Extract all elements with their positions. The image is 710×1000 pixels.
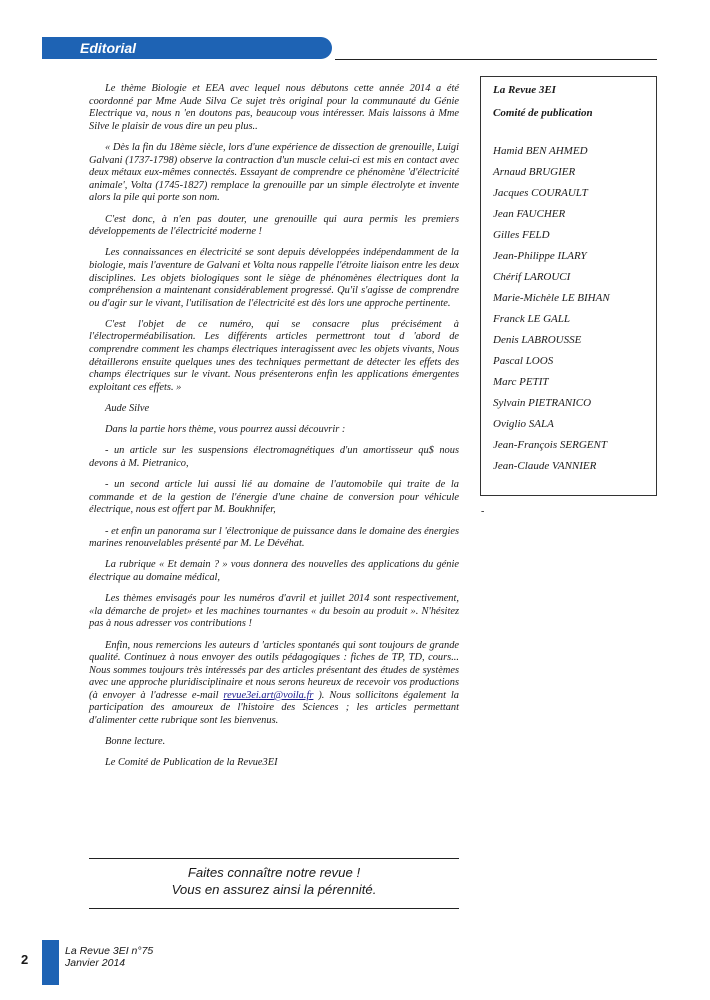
committee-box	[480, 76, 657, 496]
section-title: Editorial	[80, 40, 137, 56]
committee-member: Sylvain PIETRANICO	[493, 397, 592, 409]
paragraph: « Dès la fin du 18ème siècle, lors d'une expérience de dissection de grenouille, Luigi Galvani (1737-1798) observe la contraction d'un muscle celui-ci est mis en contact avec deux métaux eux-mêmes connectés. Essayant de comprendre ce phénomène 'd'électricité animale', Volta (1745-1827) remplace la grenouille par un simple électrolyte et invente alors la pile qui porte son nom.	[89, 141, 459, 204]
committee-member: Jacques COURAULT	[493, 187, 588, 199]
stray-mark: -	[481, 506, 485, 517]
committee-title: La Revue 3EI	[493, 84, 556, 96]
committee-member: Arnaud BRUGIER	[493, 166, 576, 178]
committee-member: Franck LE GALL	[493, 313, 570, 325]
committee-member: Hamid BEN AHMED	[493, 145, 588, 157]
issue-date: Janvier 2014	[65, 957, 126, 969]
journal-issue: La Revue 3EI n°75	[65, 945, 154, 957]
paragraph: C'est l'objet de ce numéro, qui se consacre plus précisément à l'électroperméabilisation. Les différents articles permettront tout d 'abord de comprendre comment les champs électriques interagissent avec les objets vivants, Nous détaillerons ensuite quelques unes des techniques permettant de détecter les effets des champs électriques sur le vivant. Nous présenterons enfin les applications émergentes exploitant ces effets. »	[89, 318, 459, 393]
promo-rule-bottom	[89, 908, 459, 909]
promo-banner	[89, 864, 459, 898]
committee-subtitle: Comité de publication	[493, 107, 593, 119]
footer-accent-bar	[42, 940, 59, 985]
promo-line-1: Faites connaître notre revue !	[187, 865, 361, 880]
email-link[interactable]: revue3ei.art@voila.fr	[223, 689, 314, 701]
paragraph: La rubrique « Et demain ? » vous donnera des nouvelles des applications du génie électrique au domaine médical,	[89, 559, 459, 583]
committee-member: Oviglio SALA	[493, 418, 554, 430]
editorial-body	[89, 83, 459, 779]
closing-text: Enfin, nous remercions les auteurs d 'articles spontanés qui sont toujours de grande qualité. Continuez à nous envoyer des outils pédagogiques : fiches de TP, TD, cours... Nous sommes toujours très intéressés par des articles présentant des études de systèmes avec une approche pluridisciplinaire et nous serons heureux de recevoir vos productions (à envoyer à l'adresse e-mail	[89, 639, 459, 701]
promo-rule-top	[89, 858, 459, 859]
committee-member: Jean-Philippe ILARY	[493, 250, 587, 262]
paragraph: Les connaissances en électricité se sont depuis développées indépendamment de la biologie, mais l'aventure de Galvani et Volta nous rappelle l'étroite liaison entre les deux disciplines. Les objets biologiques sont le siège de phénomènes électriques dont la compréhension a maintenant considérablement progressé. Qu'il s'agisse de comprendre ou d'agir sur le vivant, l'utilisation de l'électricité est dès lors une approche pertinente.	[89, 247, 459, 309]
committee-member-list	[493, 144, 610, 480]
committee-member: Denis LABROUSSE	[493, 334, 582, 346]
committee-member: Marie-Michèle LE BIHAN	[493, 292, 610, 304]
sign-off: Bonne lecture.	[105, 736, 166, 748]
list-item: - et enfin un panorama sur l 'électronique de puissance dans le domaine des énergies marines renouvelables présenté par M. Le Dévéhat.	[89, 525, 459, 550]
header-rule	[335, 59, 657, 60]
list-item: - un second article lui aussi lié au domaine de l'automobile qui traite de la commande et de la gestion de l'énergie d'une chaine de conversion pour véhicule électrique, nous est offert par M. Boukhnifer,	[89, 479, 459, 516]
closing-text-end: ). Nous sollicitons également la participation des amoureux de l'histoire des Sciences ; les articles permettant d'alimenter cette rubrique sont les bienvenus.	[89, 689, 459, 727]
footer-info	[65, 945, 153, 969]
paragraph: Le thème Biologie et EEA avec lequel nous débutons cette année 2014 a été coordonné par Mme Aude Silva Ce sujet très original pour la communauté du Génie Electrique va, nous n 'en doutons pas, beaucoup vous intéresser. Mais laissons à Mme Silve le plaisir de vous dire un peu plus..	[89, 83, 459, 132]
committee-member: Jean-Claude VANNIER	[493, 460, 597, 472]
committee-member: Gilles FELD	[493, 229, 550, 241]
author-name: Aude Silve	[105, 403, 150, 415]
paragraph: Les thèmes envisagés pour les numéros d'avril et juillet 2014 sont respectivement, «la démarche de projet» et les machines tournantes « du besoin au produit ». N'hésitez pas à nous adresser vos contributions !	[89, 593, 459, 630]
committee-member: Chérif LAROUCI	[493, 271, 571, 283]
list-item: - un article sur les suspensions électromagnétiques d'un amortisseur qu$ nous devons à M. Pietranico,	[89, 445, 459, 469]
committee-member: Pascal LOOS	[493, 355, 554, 367]
committee-member: Marc PETIT	[493, 376, 549, 388]
signature: Le Comité de Publication de la Revue3EI	[105, 757, 278, 769]
promo-line-2: Vous en assurez ainsi la pérennité.	[171, 882, 377, 897]
closing-paragraph	[89, 640, 459, 728]
committee-member: Jean-François SERGENT	[493, 439, 607, 451]
committee-member: Jean FAUCHER	[493, 208, 566, 220]
section-header-tab	[42, 37, 332, 59]
paragraph: C'est donc, à n'en pas douter, une grenouille qui aura permis les premiers développements de l'électricité moderne !	[89, 213, 459, 238]
paragraph: Dans la partie hors thème, vous pourrez aussi découvrir :	[105, 424, 346, 436]
page-number: 2	[21, 952, 29, 967]
